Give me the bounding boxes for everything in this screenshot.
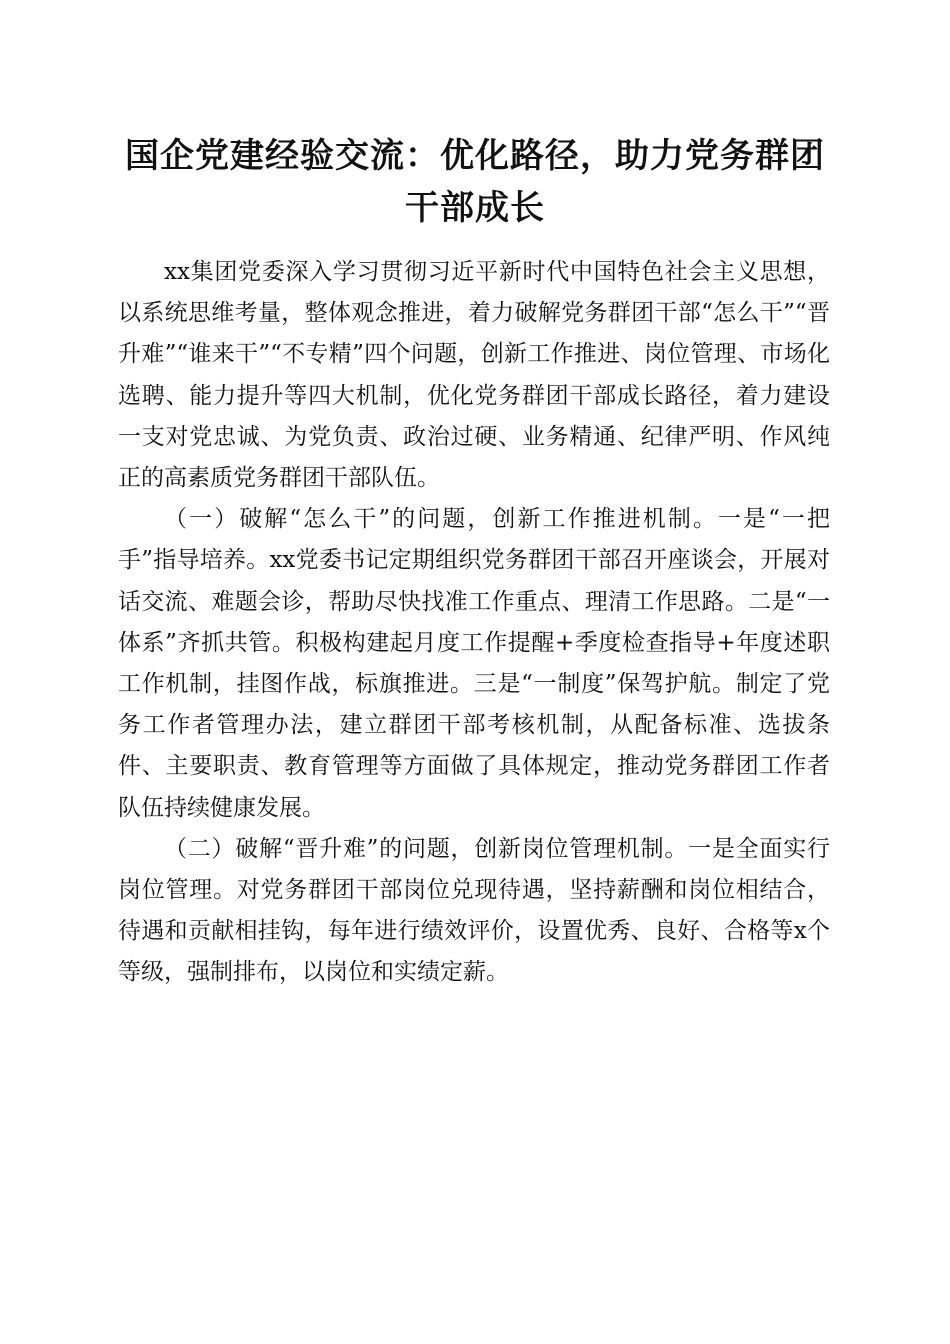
section-1-paragraph: （一）破解“怎么干”的问题，创新工作推进机制。一是“一把手”指导培养。xx党委书记定期组织党务群团干部召开座谈会，开展对话交流、难题会诊，帮助尽快找准工作重点、理清工作思路。二是“一体系”齐抓共管。积极构建起月度工作提醒+季度检查指导+年度述职工作机制，挂图作战，标旗推进。三是“一制度”保驾护航。制定了党务工作者管理办法，建立群团干部考核机制，从配备标准、选拔条件、主要职责、教育管理等方面做了具体规定，推动党务群团工作者队伍持续健康发展。 — [118, 506, 830, 821]
title-line-2: 干部成长 — [405, 188, 545, 228]
section-2-paragraph: （二）破解“晋升难”的问题，创新岗位管理机制。一是全面实行岗位管理。对党务群团干部岗位兑现待遇，坚持薪酬和岗位相结合，待遇和贡献相挂钩，每年进行绩效评价，设置优秀、良好、合格等x个等级，强制排布，以岗位和实绩定薪。 — [118, 835, 830, 986]
intro-paragraph: xx集团党委深入学习贯彻习近平新时代中国特色社会主义思想，以系统思维考量，整体观念推进，着力破解党务群团干部“怎么干”“晋升难”“谁来干”“不专精”四个问题，创新工作推进、岗位管理、市场化选聘、能力提升等四大机制，优化党务群团干部成长路径，着力建设一支对党忠诚、为党负责、政治过硬、业务精通、纪律严明、作风纯正的高素质党务群团干部队伍。 — [118, 259, 830, 492]
document-body — [118, 252, 830, 994]
title-line-1: 国企党建经验交流：优化路径，助力党务群团 — [125, 136, 825, 176]
document-title — [100, 130, 850, 234]
